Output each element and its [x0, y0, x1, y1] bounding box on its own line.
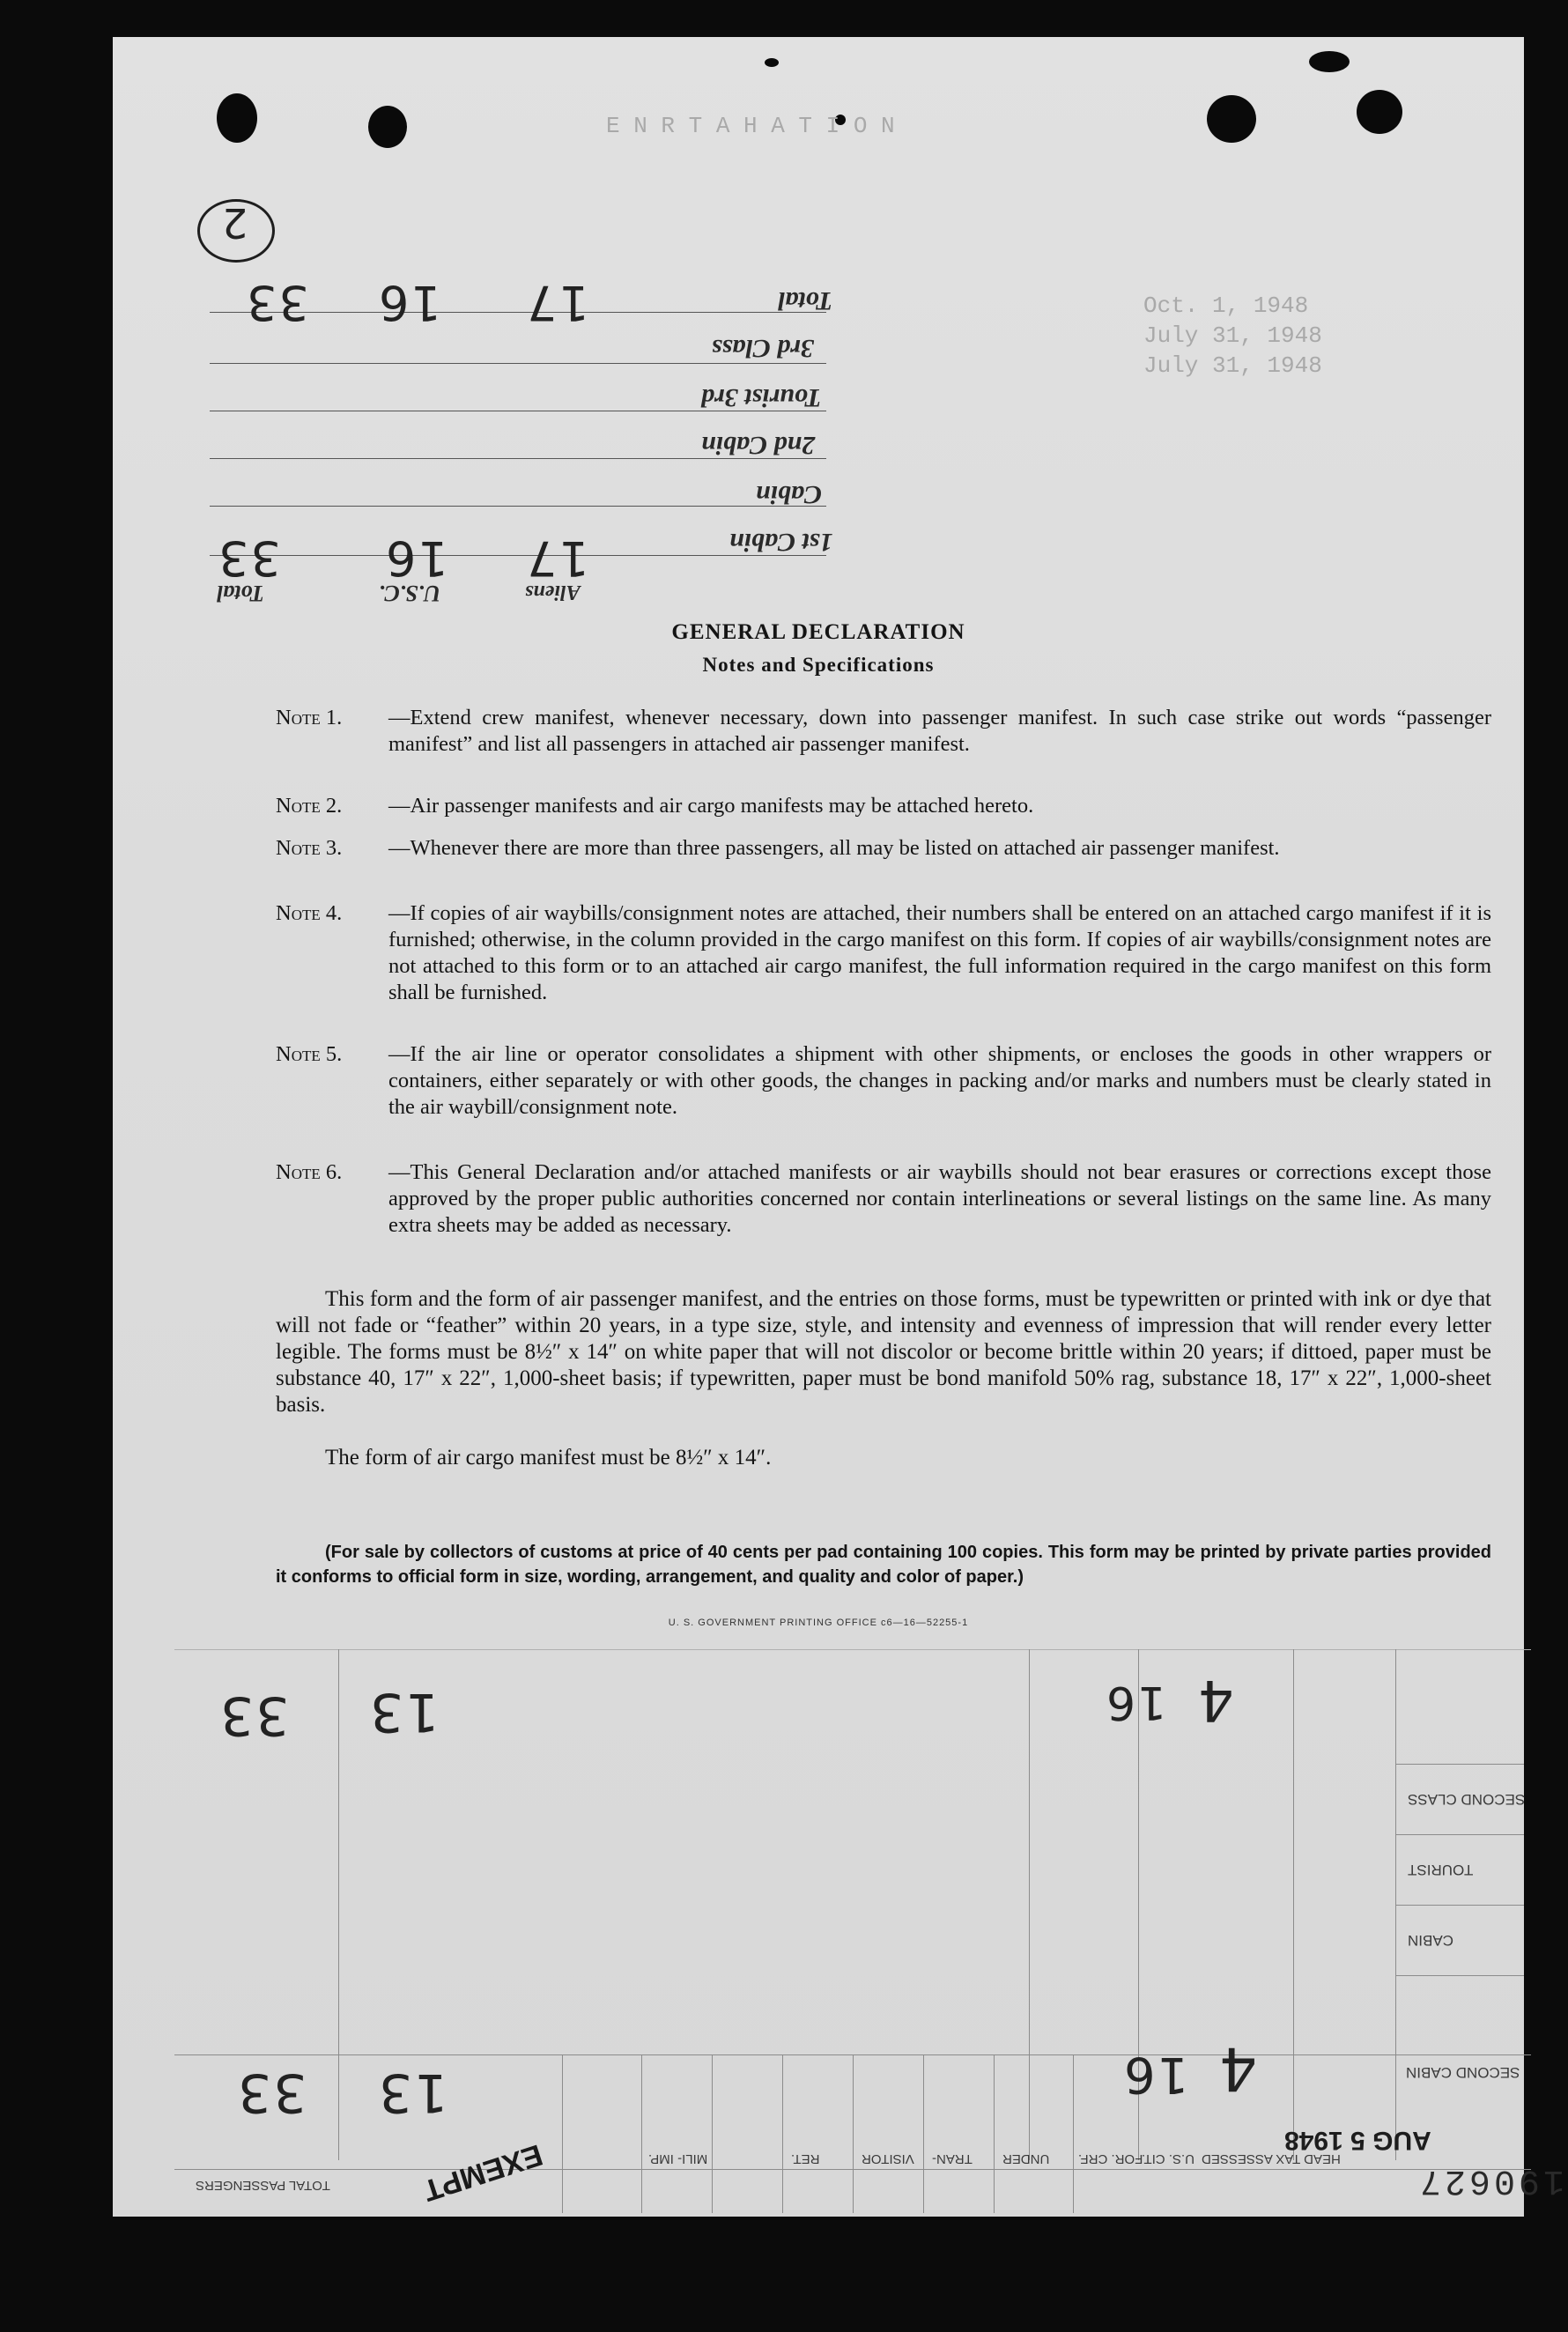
table-lower-total: 33: [236, 2062, 307, 2123]
declaration-title: GENERAL DECLARATION: [671, 620, 965, 644]
bleed-through-text: Oct. 1, 1948: [1143, 292, 1309, 319]
table-row-label: TOURIST: [1408, 1862, 1474, 1878]
table-header-for-crf: FOR. CRF.: [1078, 2151, 1143, 2166]
handwritten-first-aliens: 17: [525, 530, 589, 586]
table-rule: [1395, 1764, 1524, 1765]
note-6: [276, 1159, 1491, 1239]
note-5-heading: Note 5.: [276, 1042, 343, 1066]
tally-label-cabin: Cabin: [756, 480, 823, 509]
table-rule: [1395, 1905, 1524, 1906]
bleed-through-text: July 31, 1948: [1143, 352, 1322, 379]
serial-number: 190627: [1416, 2160, 1565, 2200]
note-5-text: —If the air line or operator consolidates a shipment with other shipments, or encloses the goods in other wrappers or containers, either separately or with other goods, the changes in packing and/or marks and numbers must be clearly stated in the air waybill/consignment note.: [388, 1042, 1491, 1119]
table-row-label: CABIN: [1408, 1932, 1453, 1949]
note-4-heading: Note 4.: [276, 901, 343, 925]
tally-col-aliens: Aliens: [525, 581, 581, 603]
table-lower-usc: 13: [377, 2062, 448, 2123]
handwritten-total-usc: 16: [377, 275, 441, 330]
table-column-rule: [1293, 1649, 1294, 2160]
handwritten-total-total: 33: [245, 275, 309, 330]
note-3: [276, 835, 1491, 862]
form-requirements-paragraph: This form and the form of air passenger manifest, and the entries on those forms, must be typewritten or printed with ink or dye that will not fade or “feather” within 20 years, in a type size, style, and intensity and evenness of impression that will render every letter legible. The forms must be 8½″ x 14″ on white paper that will not discolor or become brittle within 20 years; if dittoed, paper must be substance 40, 17″ x 22″, 1,000-sheet basis; if typewritten, paper must be bond manifold 50% rag, substance 18, 17″ x 22″, 1,000-sheet basis.: [276, 1287, 1491, 1417]
punch-hole: [1207, 95, 1256, 143]
table-column-rule: [338, 1649, 339, 2160]
bleed-through-text: July 31, 1948: [1143, 322, 1322, 349]
table-header-under: UNDER: [1002, 2151, 1050, 2166]
exempt-stamp: EXEMPT: [418, 2137, 547, 2208]
document-page: [113, 37, 1565, 2217]
punch-hole: [1357, 90, 1402, 134]
table-header-transit: TRAN-: [932, 2151, 973, 2166]
note-4-text: —If copies of air waybills/consignment notes are attached, their numbers shall be entered on an attached cargo manifest if it is furnished; otherwise, in the column provided in the cargo manifest on this form. If copies of air waybills/consignment notes are not attached to this form or to an attached air cargo manifest, the full information required in the cargo manifest on this form shall be furnished.: [388, 901, 1491, 1004]
tally-label-1st-cabin: 1st Cabin: [729, 528, 833, 557]
table-row-label: SECOND CLASS: [1408, 1791, 1526, 1808]
printing-office-line: U. S. GOVERNMENT PRINTING OFFICE c6—16—52255-1: [668, 1618, 969, 1628]
table-column-rule: [712, 2054, 713, 2213]
punch-hole: [765, 58, 779, 67]
note-6-text: —This General Declaration and/or attached manifests or air waybills should not bear erasures or corrections except those approved by the proper public authorities concerned nor contain interlineations or several listings on the same line. As many extra sheets may be added as necessary.: [388, 1160, 1491, 1237]
table-header-head-tax: HEAD TAX ASSESSED: [1202, 2151, 1341, 2166]
table-header-total-passengers: TOTAL PASSENGERS: [196, 2178, 330, 2193]
tally-col-total: Total: [217, 581, 264, 606]
table-rule: [1395, 1834, 1524, 1835]
bleed-through-text: E N R T A H A T I O N: [606, 113, 895, 139]
table-upper-total: 33: [218, 1684, 290, 1746]
table-rule: [1395, 1975, 1524, 1976]
table-header-visitor: VISITOR: [862, 2151, 914, 2166]
handwritten-total-aliens: 17: [525, 275, 589, 330]
note-3-text: —Whenever there are more than three passengers, all may be listed on attached air passenger manifest.: [388, 836, 1280, 860]
tally-rule: [210, 506, 826, 507]
tally-label-total: Total: [778, 286, 833, 315]
handwritten-first-usc: 16: [384, 530, 448, 586]
note-4: [276, 900, 1491, 1006]
tally-col-usc: U.S.C.: [379, 581, 441, 606]
table-column-rule: [782, 2054, 783, 2213]
table-lower-aliens: 16: [1122, 2046, 1189, 2103]
table-column-rule: [562, 2054, 563, 2213]
table-column-rule: [853, 2054, 854, 2213]
table-rule: [174, 1649, 1531, 1650]
date-stamp: AUG 5 1948: [1284, 2126, 1431, 2155]
punch-hole: [1309, 51, 1350, 72]
table-upper-usc: 13: [368, 1681, 440, 1743]
table-column-rule: [1029, 1649, 1030, 2160]
table-upper-mark: 4: [1196, 1667, 1234, 1732]
note-1: [276, 705, 1491, 758]
note-2: [276, 793, 1491, 819]
table-column-rule: [994, 2054, 995, 2213]
table-header-us-cit: U.S. CIT.: [1142, 2151, 1195, 2166]
note-2-heading: Note 2.: [276, 794, 343, 818]
tally-label-3rd-class: 3rd Class: [712, 334, 814, 363]
table-column-rule: [1073, 2054, 1074, 2213]
note-2-text: —Air passenger manifests and air cargo manifests may be attached hereto.: [388, 794, 1034, 818]
table-column-rule: [641, 2054, 642, 2213]
note-1-heading: Note 1.: [276, 706, 343, 729]
table-lower-mark: 4: [1217, 2033, 1258, 2103]
table-header-mili-imp: MILI- IMP.: [648, 2151, 708, 2166]
punch-hole: [368, 106, 407, 148]
table-upper-aliens: 16: [1105, 1676, 1167, 1729]
handwritten-first-total: 33: [217, 530, 281, 586]
sale-note: (For sale by collectors of customs at price of 40 cents per pad containing 100 copies. This form may be printed by private parties provided it conforms to official form in size, wording, arrangement, and quality and color of paper.): [276, 1543, 1491, 1587]
tally-rule: [210, 363, 826, 364]
note-3-heading: Note 3.: [276, 836, 343, 860]
table-row-label: SECOND CABIN: [1406, 2064, 1520, 2081]
table-header-ret: RET.: [791, 2151, 820, 2166]
note-1-text: —Extend crew manifest, whenever necessary, down into passenger manifest. In such case strike out words “passenger manifest” and list all passengers in attached air passenger manifest.: [388, 706, 1491, 756]
cargo-manifest-size-line: The form of air cargo manifest must be 8½″ x 14″.: [325, 1446, 772, 1470]
note-6-heading: Note 6.: [276, 1160, 343, 1184]
circled-number-text: 2: [220, 199, 248, 247]
tally-label-2nd-cabin: 2nd Cabin: [701, 431, 816, 460]
declaration-subtitle: Notes and Specifications: [702, 654, 935, 676]
table-column-rule: [923, 2054, 924, 2213]
note-5: [276, 1041, 1491, 1121]
punch-hole: [217, 93, 257, 143]
tally-label-tourist-3rd: Tourist 3rd: [701, 383, 822, 412]
